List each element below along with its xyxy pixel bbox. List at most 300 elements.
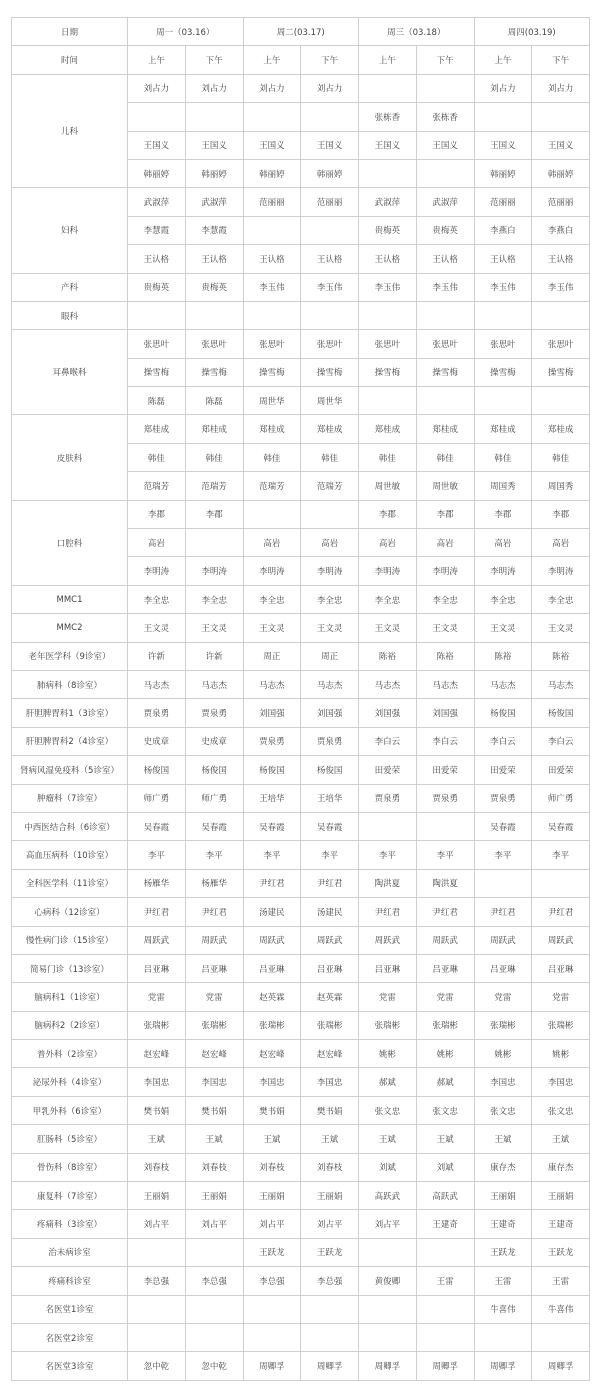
department-name: 治未病诊室 [12, 1238, 128, 1266]
doctor-cell: 张文忠 [532, 1096, 590, 1124]
doctor-cell: 李总强 [243, 1267, 301, 1295]
table-row [12, 670, 590, 698]
doctor-cell: 王培华 [301, 784, 359, 812]
doctor-cell: 姚彬 [532, 1040, 590, 1068]
doctor-cell [359, 812, 417, 840]
doctor-cell: 李全忠 [301, 585, 359, 613]
doctor-cell: 李白云 [474, 727, 532, 755]
doctor-cell: 张思叶 [416, 330, 474, 358]
doctor-cell [416, 1323, 474, 1351]
doctor-cell: 高岩 [243, 529, 301, 557]
table-row [12, 188, 590, 216]
doctor-cell: 忽中乾 [128, 1352, 186, 1380]
doctor-cell: 赵宏峰 [128, 1040, 186, 1068]
doctor-cell: 韩丽婷 [474, 159, 532, 187]
doctor-cell [359, 387, 417, 415]
doctor-cell [416, 387, 474, 415]
doctor-cell: 周世华 [301, 387, 359, 415]
doctor-cell: 张瑞彬 [301, 1011, 359, 1039]
doctor-cell: 操雪梅 [532, 358, 590, 386]
doctor-cell: 操雪梅 [301, 358, 359, 386]
doctor-cell: 李玉伟 [532, 273, 590, 301]
doctor-cell: 韩丽婷 [301, 159, 359, 187]
doctor-cell: 郑桂成 [416, 415, 474, 443]
doctor-cell [243, 301, 301, 329]
doctor-cell: 吕亚琳 [359, 954, 417, 982]
doctor-cell: 范丽丽 [301, 188, 359, 216]
doctor-cell: 韩丽婷 [128, 159, 186, 187]
doctor-cell: 杨俊国 [301, 756, 359, 784]
doctor-cell: 周跃武 [474, 926, 532, 954]
doctor-cell [185, 103, 243, 131]
department-name: 儿科 [12, 74, 128, 188]
doctor-cell: 王建奇 [532, 1210, 590, 1238]
doctor-cell: 赵宏峰 [243, 1040, 301, 1068]
doctor-cell: 周正 [243, 642, 301, 670]
doctor-cell: 李慧霞 [185, 216, 243, 244]
doctor-cell [128, 1238, 186, 1266]
doctor-cell: 王建奇 [474, 1210, 532, 1238]
doctor-cell: 师广勇 [185, 784, 243, 812]
doctor-cell [416, 301, 474, 329]
doctor-cell: 王雷 [416, 1267, 474, 1295]
doctor-cell: 刘斌 [416, 1153, 474, 1181]
slot-header: 下午 [532, 46, 590, 74]
department-name: 普外科（2诊室） [12, 1040, 128, 1068]
doctor-cell: 吕亚琳 [185, 954, 243, 982]
doctor-cell [416, 159, 474, 187]
doctor-cell: 刘国强 [416, 699, 474, 727]
doctor-cell: 马志杰 [532, 670, 590, 698]
doctor-cell: 李玉伟 [301, 273, 359, 301]
doctor-cell: 康存杰 [532, 1153, 590, 1181]
doctor-cell: 李玉伟 [243, 273, 301, 301]
doctor-cell: 贾泉勇 [416, 784, 474, 812]
doctor-cell: 史成章 [128, 727, 186, 755]
doctor-cell: 王国义 [474, 131, 532, 159]
doctor-cell: 张文忠 [474, 1096, 532, 1124]
department-name: 康复科（7诊室） [12, 1182, 128, 1210]
doctor-cell: 李郡 [359, 500, 417, 528]
doctor-cell: 王国义 [243, 131, 301, 159]
doctor-cell [359, 1238, 417, 1266]
department-name: 妇科 [12, 188, 128, 273]
doctor-cell: 李全忠 [185, 585, 243, 613]
doctor-cell: 张思叶 [532, 330, 590, 358]
table-row [12, 926, 590, 954]
slot-header: 上午 [474, 46, 532, 74]
doctor-cell: 王认格 [532, 245, 590, 273]
doctor-cell: 高岩 [416, 529, 474, 557]
doctor-cell: 李平 [416, 841, 474, 869]
table-row [12, 500, 590, 528]
doctor-cell: 刘占平 [301, 1210, 359, 1238]
doctor-cell: 韩佳 [243, 443, 301, 471]
table-row [12, 1068, 590, 1096]
doctor-cell: 党雷 [185, 983, 243, 1011]
day-header: 周二(03.17) [243, 18, 359, 46]
doctor-cell: 李全忠 [243, 585, 301, 613]
doctor-cell: 郝斌 [359, 1068, 417, 1096]
doctor-cell: 贵梅英 [416, 216, 474, 244]
table-row [12, 585, 590, 613]
table-header [12, 18, 590, 75]
doctor-cell: 牛喜伟 [532, 1295, 590, 1323]
doctor-cell: 韩丽婷 [532, 159, 590, 187]
doctor-cell: 樊书娟 [185, 1096, 243, 1124]
doctor-cell: 师广勇 [128, 784, 186, 812]
doctor-cell: 陈裕 [532, 642, 590, 670]
doctor-cell: 王斌 [128, 1125, 186, 1153]
doctor-cell: 陈裕 [359, 642, 417, 670]
doctor-cell: 李全忠 [128, 585, 186, 613]
doctor-cell: 陈磊 [128, 387, 186, 415]
doctor-cell: 李国忠 [243, 1068, 301, 1096]
doctor-cell: 周跃武 [416, 926, 474, 954]
table-row [12, 1182, 590, 1210]
table-row [12, 1238, 590, 1266]
doctor-cell: 刘国强 [243, 699, 301, 727]
doctor-cell [185, 529, 243, 557]
doctor-cell: 马志杰 [243, 670, 301, 698]
doctor-cell: 高岩 [359, 529, 417, 557]
doctor-cell: 张瑞彬 [416, 1011, 474, 1039]
doctor-cell: 李国忠 [532, 1068, 590, 1096]
doctor-cell: 王文灵 [359, 614, 417, 642]
doctor-cell [185, 301, 243, 329]
slot-header: 下午 [301, 46, 359, 74]
doctor-cell: 周跃武 [243, 926, 301, 954]
doctor-cell: 高岩 [301, 529, 359, 557]
doctor-cell: 李郡 [474, 500, 532, 528]
doctor-cell [532, 1323, 590, 1351]
doctor-cell: 韩丽婷 [243, 159, 301, 187]
doctor-cell: 郑桂成 [243, 415, 301, 443]
doctor-cell: 贾泉勇 [301, 727, 359, 755]
doctor-cell: 吴春霞 [243, 812, 301, 840]
doctor-cell: 刘春枝 [128, 1153, 186, 1181]
doctor-cell [532, 103, 590, 131]
doctor-cell: 张瑞彬 [532, 1011, 590, 1039]
department-name: 名医堂2诊室 [12, 1323, 128, 1351]
doctor-cell: 王雷 [474, 1267, 532, 1295]
doctor-cell: 刘占力 [243, 74, 301, 102]
table-row [12, 812, 590, 840]
doctor-cell: 刘占力 [301, 74, 359, 102]
table-row [12, 954, 590, 982]
doctor-cell: 李全忠 [359, 585, 417, 613]
time-label: 时间 [12, 46, 128, 74]
department-name: 脑病科1（1诊室） [12, 983, 128, 1011]
doctor-cell: 党雷 [474, 983, 532, 1011]
doctor-cell: 赵英霖 [243, 983, 301, 1011]
doctor-cell: 汤建民 [301, 898, 359, 926]
doctor-cell: 赵英霖 [301, 983, 359, 1011]
doctor-cell: 周卿孚 [474, 1352, 532, 1380]
doctor-cell: 范丽丽 [474, 188, 532, 216]
doctor-cell [359, 74, 417, 102]
doctor-cell: 李白云 [359, 727, 417, 755]
doctor-cell [359, 301, 417, 329]
doctor-cell [301, 1295, 359, 1323]
doctor-cell: 王培华 [243, 784, 301, 812]
doctor-cell [474, 1323, 532, 1351]
doctor-cell: 许新 [128, 642, 186, 670]
doctor-cell: 张思叶 [243, 330, 301, 358]
doctor-cell [416, 1295, 474, 1323]
doctor-cell [185, 1295, 243, 1323]
doctor-cell: 王斌 [185, 1125, 243, 1153]
doctor-cell [416, 812, 474, 840]
table-row [12, 869, 590, 897]
doctor-cell: 王雷 [532, 1267, 590, 1295]
department-name: 疼痛科（3诊室） [12, 1210, 128, 1238]
doctor-cell: 史成章 [185, 727, 243, 755]
doctor-cell: 李国忠 [474, 1068, 532, 1096]
department-name: 皮肤科 [12, 415, 128, 500]
doctor-cell: 李总强 [185, 1267, 243, 1295]
doctor-cell: 杨俊国 [128, 756, 186, 784]
doctor-cell: 王国义 [301, 131, 359, 159]
doctor-cell: 刘占平 [359, 1210, 417, 1238]
doctor-cell: 王认格 [128, 245, 186, 273]
doctor-cell: 康存杰 [474, 1153, 532, 1181]
slot-header: 上午 [128, 46, 186, 74]
doctor-cell: 尹红君 [474, 898, 532, 926]
doctor-cell: 张栋香 [416, 103, 474, 131]
doctor-cell: 赵宏峰 [301, 1040, 359, 1068]
doctor-cell: 王文灵 [416, 614, 474, 642]
doctor-cell: 王国义 [359, 131, 417, 159]
doctor-cell: 马志杰 [128, 670, 186, 698]
department-name: 泌尿外科（4诊室） [12, 1068, 128, 1096]
department-name: 眼科 [12, 301, 128, 329]
doctor-cell: 李平 [474, 841, 532, 869]
doctor-cell: 党雷 [359, 983, 417, 1011]
doctor-cell: 周卿孚 [243, 1352, 301, 1380]
doctor-cell [416, 1238, 474, 1266]
doctor-cell: 郑桂成 [359, 415, 417, 443]
doctor-cell: 吕亚琳 [474, 954, 532, 982]
doctor-cell: 操雪梅 [359, 358, 417, 386]
table-row [12, 1295, 590, 1323]
doctor-cell: 高岩 [128, 529, 186, 557]
doctor-cell: 尹红君 [243, 869, 301, 897]
doctor-cell: 李平 [532, 841, 590, 869]
doctor-cell: 高跃武 [416, 1182, 474, 1210]
doctor-cell: 樊书娟 [243, 1096, 301, 1124]
doctor-cell: 周正 [301, 642, 359, 670]
doctor-cell: 王跃龙 [532, 1238, 590, 1266]
doctor-cell: 王跃龙 [301, 1238, 359, 1266]
doctor-cell: 贾泉勇 [359, 784, 417, 812]
doctor-cell: 贾泉勇 [243, 727, 301, 755]
doctor-cell [301, 1323, 359, 1351]
doctor-cell: 王丽娟 [301, 1182, 359, 1210]
doctor-cell [243, 216, 301, 244]
table-body [12, 74, 590, 1380]
doctor-cell: 周世敏 [359, 472, 417, 500]
doctor-cell: 黄俊卿 [359, 1267, 417, 1295]
doctor-cell [474, 301, 532, 329]
doctor-cell: 李郡 [128, 500, 186, 528]
table-row [12, 756, 590, 784]
department-name: 甲乳外科（6诊室） [12, 1096, 128, 1124]
doctor-cell: 杨俊国 [474, 699, 532, 727]
doctor-cell: 王认格 [301, 245, 359, 273]
doctor-cell: 王文灵 [243, 614, 301, 642]
doctor-cell [301, 301, 359, 329]
table-row [12, 841, 590, 869]
doctor-cell: 周卿孚 [359, 1352, 417, 1380]
doctor-cell: 周卿孚 [301, 1352, 359, 1380]
doctor-cell: 张思叶 [474, 330, 532, 358]
doctor-cell [532, 869, 590, 897]
doctor-cell: 王文灵 [532, 614, 590, 642]
department-name: 肝胆脾胃科1（3诊室） [12, 699, 128, 727]
doctor-cell: 吕亚琳 [128, 954, 186, 982]
doctor-cell: 操雪梅 [185, 358, 243, 386]
doctor-cell: 武淑萍 [416, 188, 474, 216]
doctor-cell: 韩丽婷 [185, 159, 243, 187]
doctor-cell: 刘占平 [243, 1210, 301, 1238]
doctor-cell: 杨雁华 [128, 869, 186, 897]
doctor-cell: 李明涛 [185, 557, 243, 585]
doctor-cell: 王认格 [359, 245, 417, 273]
doctor-cell: 李国忠 [128, 1068, 186, 1096]
doctor-cell: 刘占力 [185, 74, 243, 102]
doctor-cell: 王斌 [532, 1125, 590, 1153]
doctor-cell: 刘占平 [128, 1210, 186, 1238]
doctor-cell: 周跃武 [185, 926, 243, 954]
doctor-cell: 高跃武 [359, 1182, 417, 1210]
department-name: 耳鼻喉科 [12, 330, 128, 415]
doctor-cell: 郑桂成 [532, 415, 590, 443]
department-name: 脑病科2（2诊室） [12, 1011, 128, 1039]
doctor-cell: 张文忠 [416, 1096, 474, 1124]
doctor-cell: 武淑萍 [128, 188, 186, 216]
doctor-cell: 陶洪夏 [359, 869, 417, 897]
table-row [12, 301, 590, 329]
doctor-cell: 忽中乾 [185, 1352, 243, 1380]
doctor-cell: 王文灵 [128, 614, 186, 642]
table-row [12, 273, 590, 301]
doctor-cell: 李明涛 [301, 557, 359, 585]
date-label: 日期 [12, 18, 128, 46]
doctor-cell: 韩佳 [185, 443, 243, 471]
doctor-cell: 刘占平 [185, 1210, 243, 1238]
doctor-cell: 王文灵 [474, 614, 532, 642]
doctor-cell [128, 103, 186, 131]
doctor-cell: 李白云 [532, 727, 590, 755]
doctor-cell: 李慧霞 [128, 216, 186, 244]
doctor-cell: 王文灵 [301, 614, 359, 642]
doctor-cell [243, 1295, 301, 1323]
department-name: 名医堂1诊室 [12, 1295, 128, 1323]
doctor-cell: 韩佳 [359, 443, 417, 471]
doctor-cell: 杨俊国 [185, 756, 243, 784]
table-row [12, 1011, 590, 1039]
doctor-cell: 刘占力 [128, 74, 186, 102]
doctor-cell [301, 216, 359, 244]
doctor-cell: 吴春霞 [532, 812, 590, 840]
doctor-cell: 王认格 [474, 245, 532, 273]
doctor-cell: 李平 [243, 841, 301, 869]
doctor-cell [474, 387, 532, 415]
doctor-cell: 李总强 [128, 1267, 186, 1295]
doctor-cell: 范瑞芳 [301, 472, 359, 500]
doctor-cell: 刘占力 [532, 74, 590, 102]
table-row [12, 74, 590, 102]
doctor-cell: 贵梅英 [359, 216, 417, 244]
doctor-cell: 郑桂成 [128, 415, 186, 443]
doctor-cell: 王认格 [243, 245, 301, 273]
doctor-cell: 李郡 [532, 500, 590, 528]
doctor-cell: 王斌 [474, 1125, 532, 1153]
day-header: 周三（03.18） [359, 18, 475, 46]
doctor-cell: 尹红君 [185, 898, 243, 926]
doctor-cell: 武淑萍 [185, 188, 243, 216]
doctor-cell: 李玉伟 [359, 273, 417, 301]
department-name: 口腔科 [12, 500, 128, 585]
table-row [12, 1125, 590, 1153]
doctor-cell: 贾泉勇 [185, 699, 243, 727]
doctor-cell: 党雷 [416, 983, 474, 1011]
doctor-cell: 吕亚琳 [416, 954, 474, 982]
doctor-cell: 高岩 [532, 529, 590, 557]
doctor-cell: 李玉伟 [474, 273, 532, 301]
doctor-cell: 吕亚琳 [243, 954, 301, 982]
doctor-cell: 马志杰 [185, 670, 243, 698]
doctor-cell: 尹红君 [359, 898, 417, 926]
doctor-cell: 李国忠 [185, 1068, 243, 1096]
doctor-cell: 许新 [185, 642, 243, 670]
doctor-cell: 吴春霞 [185, 812, 243, 840]
doctor-cell: 樊书娟 [301, 1096, 359, 1124]
doctor-cell: 李总强 [301, 1267, 359, 1295]
department-name: 肝胆脾胃科2（4诊室） [12, 727, 128, 755]
doctor-cell: 尹红君 [416, 898, 474, 926]
doctor-cell: 郑桂成 [185, 415, 243, 443]
doctor-cell: 汤建民 [243, 898, 301, 926]
doctor-cell: 牛喜伟 [474, 1295, 532, 1323]
doctor-cell: 张瑞彬 [185, 1011, 243, 1039]
doctor-cell [532, 387, 590, 415]
doctor-cell: 吴春霞 [301, 812, 359, 840]
doctor-cell: 尹红君 [301, 869, 359, 897]
doctor-cell: 陶洪夏 [416, 869, 474, 897]
doctor-cell: 李明涛 [416, 557, 474, 585]
doctor-cell: 周国秀 [532, 472, 590, 500]
table-row [12, 784, 590, 812]
doctor-cell: 周跃武 [128, 926, 186, 954]
doctor-cell: 李平 [359, 841, 417, 869]
doctor-cell: 樊书娟 [128, 1096, 186, 1124]
doctor-cell [301, 500, 359, 528]
table-row [12, 1267, 590, 1295]
doctor-cell: 王跃龙 [474, 1238, 532, 1266]
doctor-cell: 操雪梅 [243, 358, 301, 386]
doctor-cell: 杨俊国 [243, 756, 301, 784]
doctor-cell: 周跃武 [301, 926, 359, 954]
doctor-cell: 郝斌 [416, 1068, 474, 1096]
doctor-cell: 师广勇 [532, 784, 590, 812]
department-name: 名医堂3诊室 [12, 1352, 128, 1380]
doctor-cell: 王丽娟 [532, 1182, 590, 1210]
doctor-cell: 王国义 [416, 131, 474, 159]
doctor-cell: 田爱荣 [359, 756, 417, 784]
doctor-cell: 武淑萍 [359, 188, 417, 216]
